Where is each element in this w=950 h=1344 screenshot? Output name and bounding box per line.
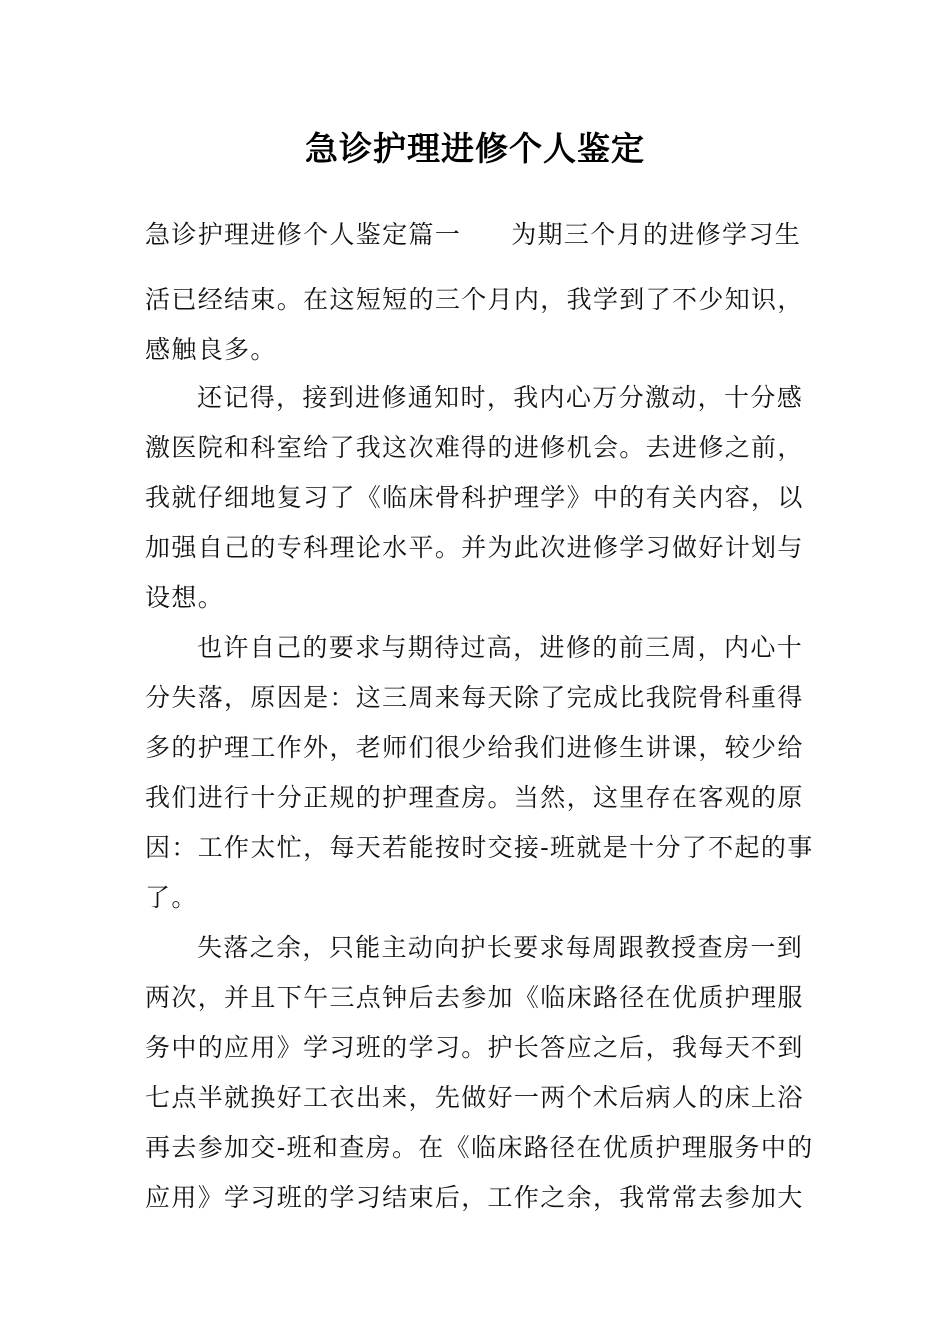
paragraph-first-line: 失落之余，只能主动向护长要求每周跟教授查房一到 bbox=[197, 933, 804, 962]
text-line: 两次，并且下午三点钟后去参加《临床路径在优质护理服 bbox=[145, 983, 804, 1012]
text-line: 设想。 bbox=[145, 583, 225, 612]
text-line: 七点半就换好工衣出来，先做好一两个术后病人的床上浴 bbox=[145, 1083, 804, 1112]
text-line bbox=[145, 215, 815, 255]
text-line: 了。 bbox=[145, 883, 198, 912]
text-line: 感触良多。 bbox=[145, 335, 277, 364]
text-line: 激医院和科室给了我这次难得的进修机会。去进修之前， bbox=[145, 433, 804, 462]
paragraph-first-line: 还记得，接到进修通知时，我内心万分激动，十分感 bbox=[197, 383, 804, 412]
text-line: 务中的应用》学习班的学习。护长答应之后，我每天不到 bbox=[145, 1033, 804, 1062]
text-line: 应用》学习班的学习结束后，工作之余，我常常去参加大 bbox=[145, 1183, 804, 1212]
text-line: 我就仔细地复习了《临床骨科护理学》中的有关内容，以 bbox=[145, 483, 804, 512]
text-span: 为期三个月的进修学习生 bbox=[511, 220, 802, 249]
document-title: 急诊护理进修个人鉴定 bbox=[305, 129, 645, 168]
text-line: 活已经结束。在这短短的三个月内，我学到了不少知识， bbox=[145, 285, 804, 314]
text-line: 多的护理工作外，老师们很少给我们进修生讲课，较少给 bbox=[145, 733, 804, 762]
text-line: 加强自己的专科理论水平。并为此次进修学习做好计划与 bbox=[145, 533, 804, 562]
text-line: 分失落，原因是：这三周来每天除了完成比我院骨科重得 bbox=[145, 683, 804, 712]
paragraph-first-line: 也许自己的要求与期待过高，进修的前三周，内心十 bbox=[197, 633, 804, 662]
section-heading: 急诊护理进修个人鉴定篇一 bbox=[145, 220, 462, 249]
text-line: 我们进行十分正规的护理查房。当然，这里存在客观的原 bbox=[145, 783, 804, 812]
text-line: 因：工作太忙，每天若能按时交接-班就是十分了不起的事 bbox=[145, 833, 814, 862]
text-line: 再去参加交-班和查房。在《临床路径在优质护理服务中的 bbox=[145, 1133, 814, 1162]
